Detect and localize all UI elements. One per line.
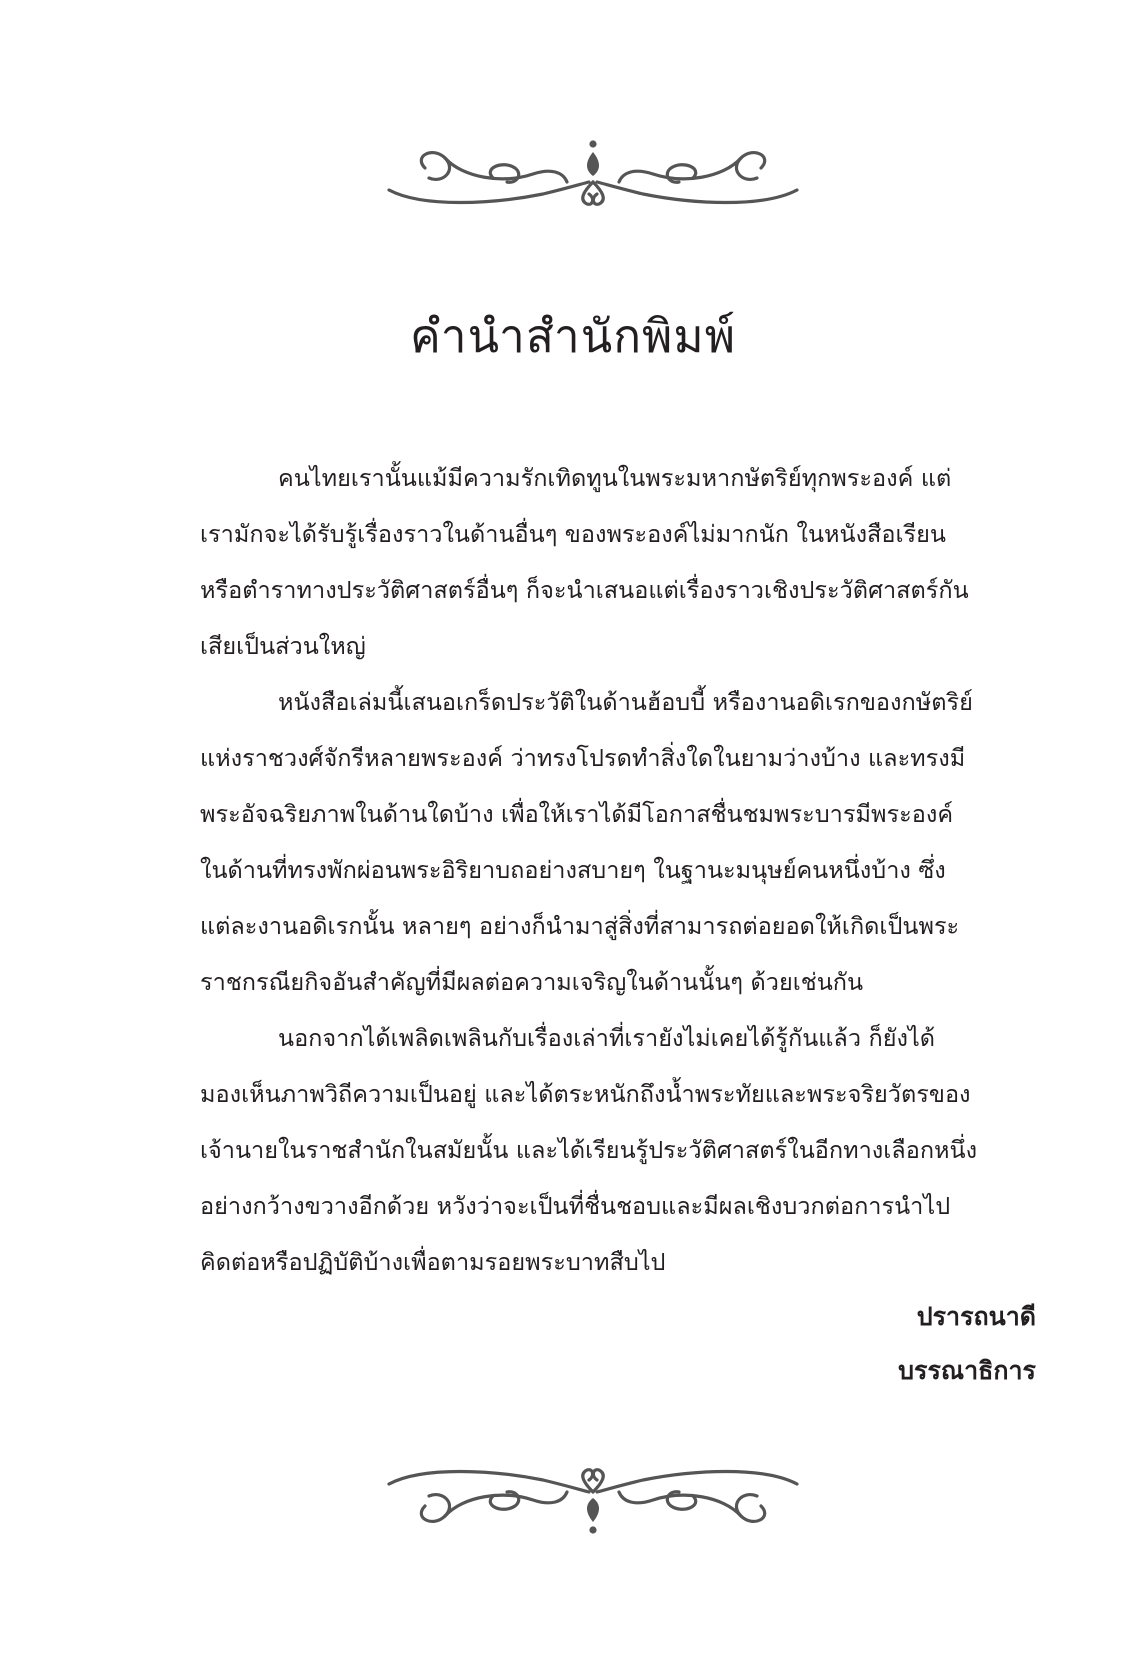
body-line: คิดต่อหรือปฏิบัติบ้างเพื่อตามรอยพระบาทสืบไป (200, 1248, 666, 1276)
body-line: ราชกรณียกิจอันสำคัญที่มีผลต่อความเจริญในด้านนั้นๆ ด้วยเช่นกัน (200, 968, 864, 996)
page-title: คำนำสำนักพิมพ์ (409, 309, 737, 363)
body-text (200, 450, 1036, 1290)
top-flourish-icon (383, 138, 803, 228)
body-line: แต่ละงานอดิเรกนั้น หลายๆ อย่างก็นำมาสู่สิ่งที่สามารถต่อยอดให้เกิดเป็นพระ (200, 912, 960, 940)
body-line: พระอัจฉริยภาพในด้านใดบ้าง เพื่อให้เราได้มีโอกาสชื่นชมพระบารมีพระองค์ (200, 800, 954, 828)
body-line: มองเห็นภาพวิถีความเป็นอยู่ และได้ตระหนักถึงน้ำพระทัยและพระจริยวัตรของ (200, 1080, 971, 1108)
body-line: หนังสือเล่มนี้เสนอเกร็ดประวัติในด้านฮ้อบบี้ หรืองานอดิเรกของกษัตริย์ (278, 688, 973, 716)
bottom-flourish-icon (383, 1446, 803, 1536)
body-line: เรามักจะได้รับรู้เรื่องราวในด้านอื่นๆ ของพระองค์ไม่มากนัก ในหนังสือเรียน (200, 520, 946, 548)
body-line: นอกจากได้เพลิดเพลินกับเรื่องเล่าที่เรายังไม่เคยได้รู้กันแล้ว ก็ยังได้ (278, 1024, 936, 1052)
body-line: คนไทยเรานั้นแม้มีความรักเทิดทูนในพระมหากษัตริย์ทุกพระองค์ แต่ (278, 464, 952, 492)
signoff-closing: ปรารถนาดี (916, 1302, 1036, 1331)
body-line: แห่งราชวงศ์จักรีหลายพระองค์ ว่าทรงโปรดทำสิ่งใดในยามว่างบ้าง และทรงมี (200, 744, 966, 772)
body-line: เจ้านายในราชสำนักในสมัยนั้น และได้เรียนรู้ประวัติศาสตร์ในอีกทางเลือกหนึ่ง (200, 1136, 978, 1164)
body-line: อย่างกว้างขวางอีกด้วย หวังว่าจะเป็นที่ชื่นชอบและมีผลเชิงบวกต่อการนำไป (200, 1192, 951, 1220)
signoff (898, 1290, 1036, 1398)
body-line: ในด้านที่ทรงพักผ่อนพระอิริยาบถอย่างสบายๆ ในฐานะมนุษย์คนหนึ่งบ้าง ซึ่ง (200, 856, 946, 884)
signoff-author: บรรณาธิการ (898, 1356, 1036, 1385)
body-line: เสียเป็นส่วนใหญ่ (200, 632, 366, 660)
body-line: หรือตำราทางประวัติศาสตร์อื่นๆ ก็จะนำเสนอแต่เรื่องราวเชิงประวัติศาสตร์กัน (200, 576, 969, 604)
